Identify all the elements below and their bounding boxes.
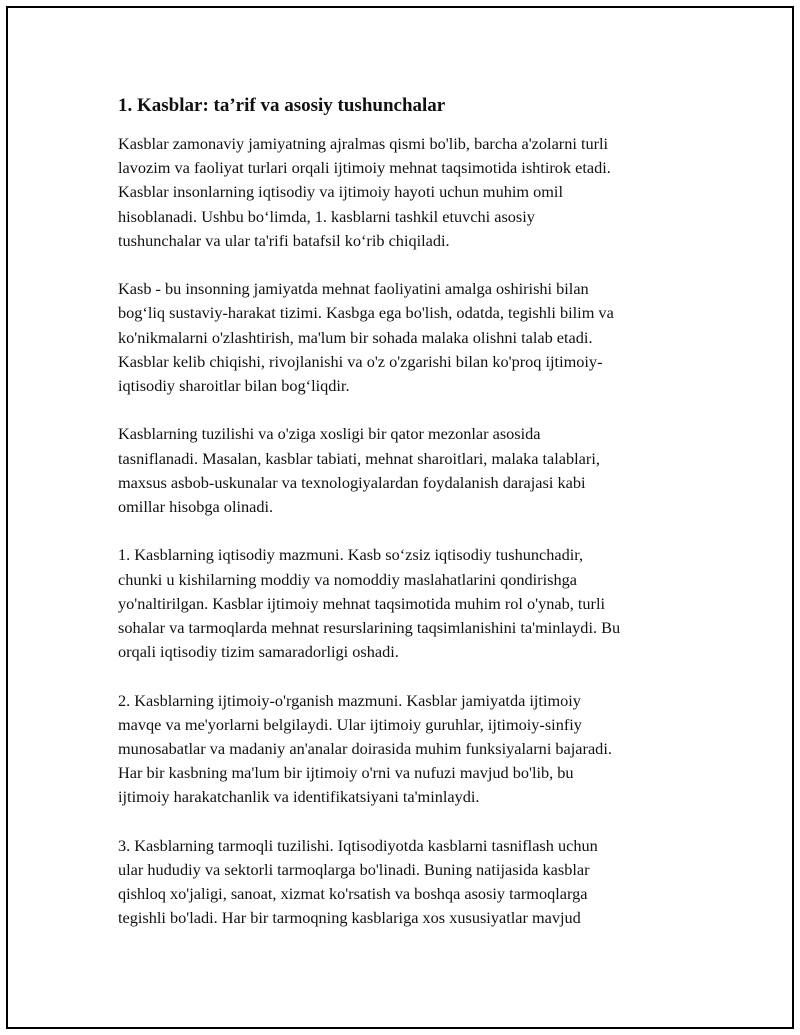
text-line: iqtisodiy sharoitlar bilan bog‘liqdir. <box>118 376 350 396</box>
paragraph-sector-structure <box>118 834 698 931</box>
text-line: maxsus asbob-uskunalar va texnologiyalardan foydalanish darajasi kabi <box>118 472 586 492</box>
paragraph-economic-content <box>118 543 698 664</box>
text-line: Kasblar zamonaviy jamiyatning ajralmas qismi bo'lib, barcha a'zolarni turli <box>118 134 609 153</box>
text-line: Har bir kasbning ma'lum bir ijtimoiy o'rni va nufuzi mavjud bo'lib, bu <box>118 763 574 783</box>
text-line: lavozim va faoliyat turlari orqali ijtimoiy mehnat taqsimotida ishtirok etadi. <box>118 158 611 178</box>
paragraph-classification <box>118 422 698 519</box>
text-line: Kasblar insonlarning iqtisodiy va ijtimoiy hayoti uchun muhim omil <box>118 182 563 202</box>
text-line: Kasblarning tuzilishi va o'ziga xosligi bir qator mezonlar asosida <box>118 424 541 444</box>
text-line: mavqe va me'yorlarni belgilaydi. Ular ijtimoiy guruhlar, ijtimoiy-sinfiy <box>118 714 582 734</box>
text-line: orqali iqtisodiy tizim samaradorligi oshadi. <box>118 642 399 662</box>
section-heading: 1. Kasblar: ta’rif va asosiy tushunchalar <box>118 95 446 116</box>
text-line: hisoblanadi. Ushbu bo‘limda, 1. kasblarni tashkil etuvchi asosiy <box>118 206 535 226</box>
text-line: ko'nikmalarni o'zlashtirish, ma'lum bir sohada malaka olishni talab etadi. <box>118 327 593 347</box>
text-line: munosabatlar va madaniy an'analar doirasida muhim funksiyalarni bajaradi. <box>118 739 612 759</box>
document-body <box>118 94 698 955</box>
text-line: Kasblar kelib chiqishi, rivojlanishi va o'z o'zgarishi bilan ko'proq ijtimoiy- <box>118 351 603 371</box>
paragraph-definition <box>118 277 698 398</box>
text-line: 1. Kasblarning iqtisodiy mazmuni. Kasb so‘zsiz iqtisodiy tushunchadir, <box>118 545 584 565</box>
text-line: ijtimoiy harakatchanlik va identifikatsiyani ta'minlaydi. <box>118 787 480 807</box>
text-line: Kasb - bu insonning jamiyatda mehnat faoliyatini amalga oshirishi bilan <box>118 279 589 299</box>
paragraph-intro <box>118 132 698 253</box>
text-line: tasniflanadi. Masalan, kasblar tabiati, mehnat sharoitlari, malaka talablari, <box>118 448 600 468</box>
text-line: bog‘liq sustaviy-harakat tizimi. Kasbga ega bo'lish, odatda, tegishli bilim va <box>118 303 614 323</box>
text-line: omillar hisobga olinadi. <box>118 497 274 517</box>
text-line: 3. Kasblarning tarmoqli tuzilishi. Iqtisodiyotda kasblarni tasniflash uchun <box>118 835 598 855</box>
text-line: tegishli bo'ladi. Har bir tarmoqning kasblariga xos xususiyatlar mavjud <box>118 908 581 928</box>
text-line: sohalar va tarmoqlarda mehnat resurslarining taqsimlanishini ta'minlaydi. Bu <box>118 618 621 638</box>
text-line: 2. Kasblarning ijtimoiy-o'rganish mazmuni. Kasblar jamiyatda ijtimoiy <box>118 690 581 710</box>
paragraph-social-content <box>118 689 698 810</box>
text-line: yo'naltirilgan. Kasblar ijtimoiy mehnat taqsimotida muhim rol o'ynab, turli <box>118 593 605 613</box>
text-line: tushunchalar va ular ta'rifi batafsil ko‘rib chiqiladi. <box>118 230 450 250</box>
text-line: ular hududiy va sektorli tarmoqlarga bo'linadi. Buning natijasida kasblar <box>118 860 590 880</box>
text-line: qishloq xo'jaligi, sanoat, xizmat ko'rsatish va boshqa asosiy tarmoqlarga <box>118 884 588 904</box>
text-line: chunki u kishilarning moddiy va nomoddiy maslahatlarini qondirishga <box>118 569 577 589</box>
